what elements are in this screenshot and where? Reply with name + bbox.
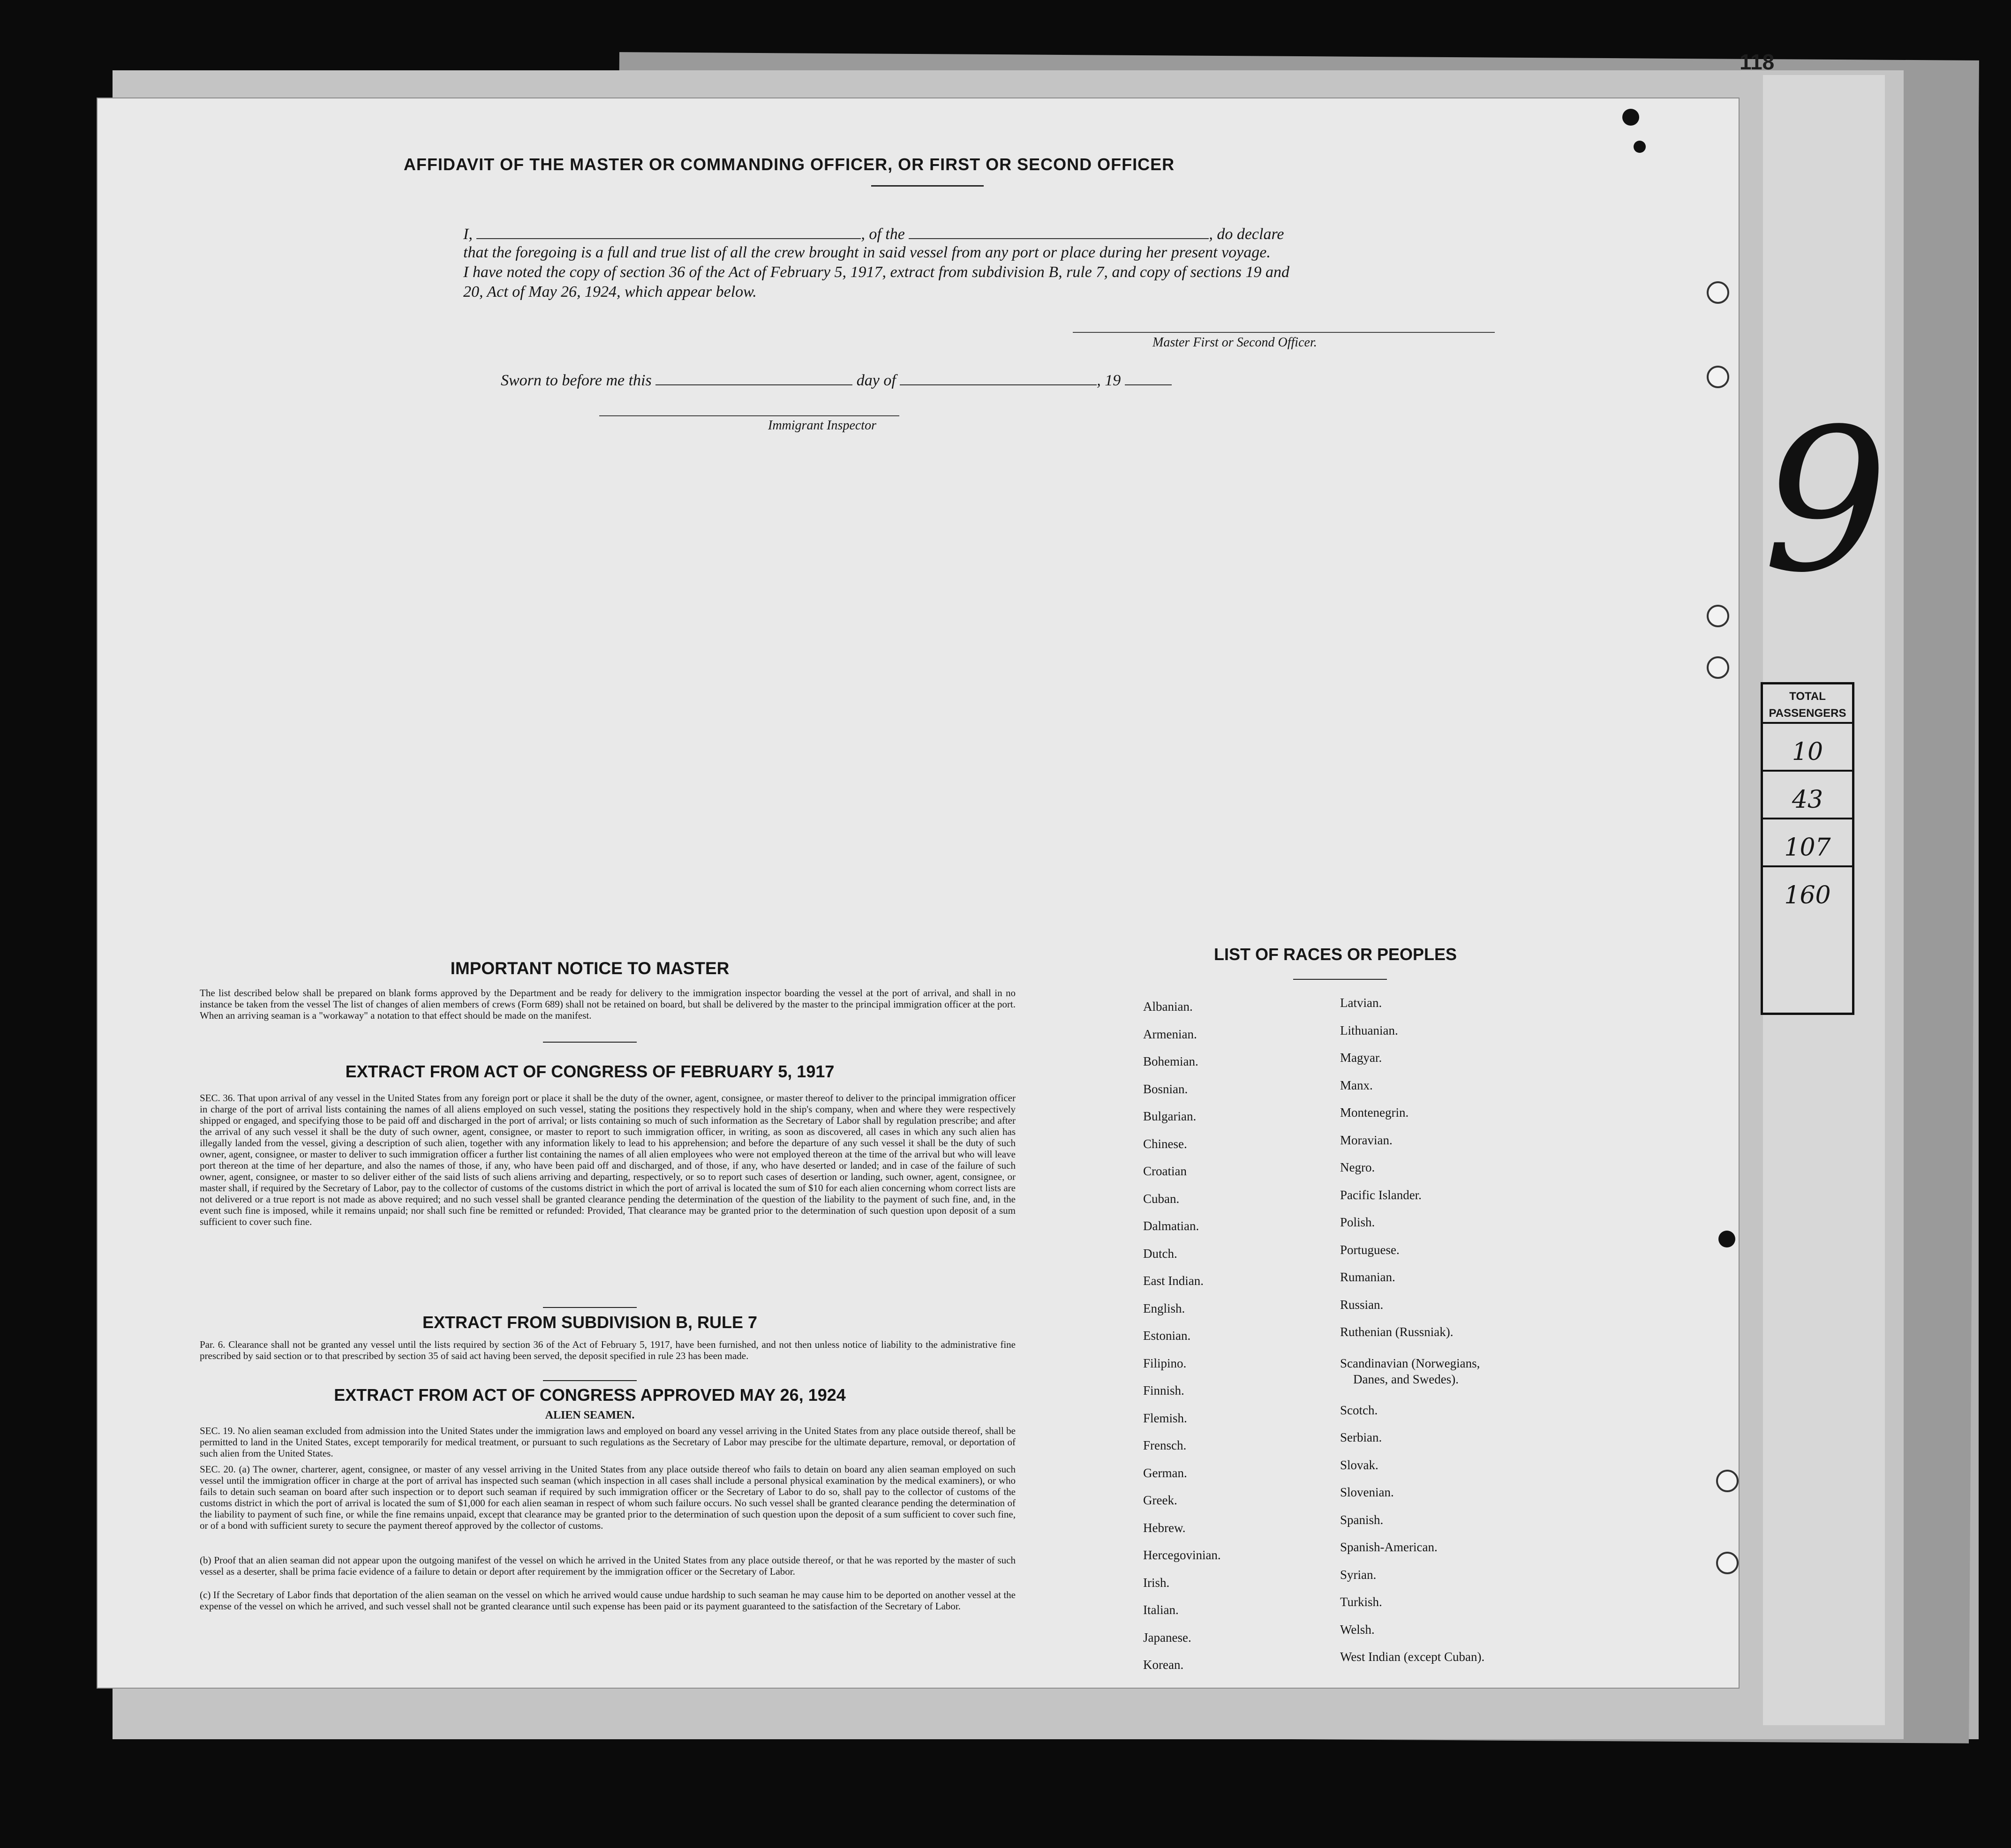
race-item: Irish. <box>1143 1575 1170 1590</box>
extract-rule7-title: EXTRACT FROM SUBDIVISION B, RULE 7 <box>422 1313 758 1332</box>
races-title: LIST OF RACES OR PEOPLES <box>1213 945 1457 964</box>
title-rule <box>871 185 984 187</box>
race-item: Manx. <box>1340 1078 1373 1092</box>
binder-hole <box>1707 366 1729 388</box>
total-value: 160 <box>1784 881 1831 909</box>
extract-1924-sec19: SEC. 19. No alien seaman excluded from admission into the United States under the immigration laws and employed on board any vessel arriving in the United States from any place outside thereof, shall be permitted to land in the United States, except temporarily for medical treatment, or pursuant to such regulations as the Secretary of Labor may prescibe for the ultimate departure, removal, or deportation of such alien from the United States. <box>200 1425 1016 1459</box>
race-item: Hercegovinian. <box>1143 1548 1221 1562</box>
race-item: Ruthenian (Russniak). <box>1340 1325 1454 1339</box>
affidavit-title: AFFIDAVIT OF THE MASTER OR COMMANDING OFFICER, OR FIRST OR SECOND OFFICER <box>403 155 1175 174</box>
race-item: Flemish. <box>1143 1411 1187 1425</box>
binder-hole <box>1707 656 1729 679</box>
race-item: Hebrew. <box>1143 1520 1186 1535</box>
race-item: English. <box>1143 1301 1185 1315</box>
extract-1924-title: EXTRACT FROM ACT OF CONGRESS APPROVED MAY 26, 1924 <box>334 1385 846 1405</box>
punch-mark <box>1634 141 1646 153</box>
extract-1924-sec20a: SEC. 20. (a) The owner, charterer, agent, consignee, or master of any vessel arriving in the United States from any place outside thereof who fails to detain on board any alien seaman employed on such vessel until the immigration officer in charge at the port of arrival has inspected such seaman (which inspection in all cases shall include a personal physical examination by the medical examiners), or who fails to detain such seaman on board after such inspection or to deport such seaman if required by such immigration officer or the Secretary of Labor to do so, shall pay to the collector of customs of the customs district in which the port of arrival is located the sum of $1,000 for each alien seaman in respect of whom such failure occurs. No such vessel shall be granted clearance pending the determination of the liability to payment of such fine, or while the fine remains unpaid, except that clearance may be granted prior to the determination of such question upon the deposit of a sum sufficient to cover such fine, or of a bond with sufficient surety to secure the payment thereof approved by the collector of customs. <box>200 1464 1016 1531</box>
extract-rule7-text: Par. 6. Clearance shall not be granted any vessel until the lists required by section 36 of the Act of February 5, 1917, have been furnished, and not then unless notice of liability to the administrative fine prescribed by said section or to that prescribed by section 35 of said act having been served, the deposit specified in rule 23 has been made. <box>200 1339 1016 1361</box>
race-item: German. <box>1143 1465 1187 1480</box>
inspector-signature-line <box>599 415 899 416</box>
affidavit-line-4: 20, Act of May 26, 1924, which appear below. <box>463 283 757 300</box>
race-item: Albanian. <box>1143 999 1193 1014</box>
race-item: Russian. <box>1340 1297 1384 1312</box>
race-item: Lithuanian. <box>1340 1023 1398 1037</box>
races-rule <box>1293 979 1387 980</box>
notice-text: The list described below shall be prepared on blank forms approved by the Department and be ready for delivery to the immigration inspector boarding the vessel at the port of arrival, and shall in no instance be taken from the vessel The list of changes of alien members of crews (Form 689) shall not be retained on board, but shall be delivered by the master to the principal immigration officer at the port. When an arriving seaman is a "workaway" a notation to that effect should be made on the manifest. <box>200 987 1016 1021</box>
total-value: 43 <box>1763 772 1852 819</box>
handwritten-sheet-number: 9 <box>1763 387 1889 616</box>
race-item: Cuban. <box>1143 1191 1180 1206</box>
race-item: Pacific Islander. <box>1340 1187 1422 1202</box>
binder-hole <box>1707 605 1729 627</box>
inspector-signature-label: Immigrant Inspector <box>768 418 876 433</box>
race-item: Chinese. <box>1143 1136 1187 1151</box>
master-signature-label: Master First or Second Officer. <box>1152 335 1317 350</box>
race-item: Japanese. <box>1143 1630 1191 1645</box>
race-item: Italian. <box>1143 1603 1179 1617</box>
race-item: Turkish. <box>1340 1595 1382 1609</box>
extract-1924-sec20c: (c) If the Secretary of Labor finds that deportation of the alien seaman on the vessel on which he arrived would cause undue hardship to such seaman he may cause him to be deported on another vessel at the expense of the vessel on which he arrived, and such vessel shall not be granted clearance until such expense has been paid or its payment guaranteed to the satisfaction of the Secretary of Labor. <box>200 1589 1016 1612</box>
race-item: Moravian. <box>1340 1133 1393 1147</box>
race-item: Bulgarian. <box>1143 1109 1197 1123</box>
page-number: 118 <box>1740 50 1775 74</box>
extract-1917-text: SEC. 36. That upon arrival of any vessel in the United States from any foreign port or place it shall be the duty of the owner, agent, consignee, or master thereof to deliver to the principal immigration officer in charge of the port of arrival lists containing the names of all aliens employed on such vessel, stating the positions they respectively hold in the ship's company, when and where they were respectively shipped or engaged, and specifying those to be paid off and discharged in the port of arrival; or lists containing so much of such information as the Secretary of Labor shall by regulation prescribe; and after the arrival of any such vessel it shall be the duty of such owner, agent, consignee, or master to report to such immigration officer, in writing, as soon as discovered, all cases in which any such alien has illegally landed from the vessel, giving a description of such alien, together with any information likely to lead to his apprehension; and before the departure of any such vessel it shall be the duty of such owner, agent, consignee, or master to deliver to such immigration officer a further list containing the names of all alien employees who were not employed thereon at the time of the arrival but who will leave port thereon at the time of her departure, and also the names of those, if any, who have been paid off and discharged, and of those, if any, who have deserted or landed; and in case of the failure of such owner, agent, consignee, or master to so deliver either of the said lists of such aliens arriving and departing, respectively, or so to report such cases of desertion or landing, such owner, agent, consignee, or master shall, if required by the Secretary of Labor, pay to the collector of customs of the customs district in which the port of arrival is located the sum of $10 for each alien concerning whom correct lists are not delivered or a true report is not made as above required; and no such vessel shall be granted clearance pending the determination of the question of the liability to the payment of such fine, and, in the event such fine is imposed, while it remains unpaid; nor shall such fine be remitted or refunded: Provided, That clearance may be granted prior to the determination of such question upon deposit of a sum sufficient to cover such fine. <box>200 1092 1016 1227</box>
total-value: 10 <box>1763 724 1852 772</box>
punch-mark <box>1718 1231 1735 1247</box>
race-item: Dutch. <box>1143 1246 1177 1261</box>
total-header: TOTAL PASSENGERS <box>1763 684 1852 724</box>
race-item: Scotch. <box>1340 1403 1378 1417</box>
race-item: Bosnian. <box>1143 1082 1188 1096</box>
race-item: Rumanian. <box>1340 1270 1395 1284</box>
race-item: Dalmatian. <box>1143 1219 1199 1233</box>
affidavit-line-1: I, , of the , do declare <box>463 224 1284 243</box>
affidavit-sheet <box>98 98 1739 1688</box>
race-item: Finnish. <box>1143 1383 1184 1397</box>
binder-hole <box>1707 281 1729 304</box>
race-item: Korean. <box>1143 1658 1184 1672</box>
master-signature-line <box>1073 332 1495 333</box>
total-value: 107 <box>1763 819 1852 867</box>
race-item: Latvian. <box>1340 996 1382 1010</box>
race-item: Greek. <box>1143 1493 1177 1507</box>
punch-mark <box>1622 109 1639 126</box>
race-item: Spanish-American. <box>1340 1540 1438 1554</box>
section-rule <box>543 1042 637 1043</box>
notice-title: IMPORTANT NOTICE TO MASTER <box>450 959 730 978</box>
race-item: Syrian. <box>1340 1567 1377 1582</box>
race-item: Filipino. <box>1143 1356 1187 1370</box>
section-rule <box>543 1380 637 1381</box>
race-item: Armenian. <box>1143 1027 1197 1041</box>
total-passengers-box <box>1761 682 1854 1015</box>
race-item: Welsh. <box>1340 1622 1375 1637</box>
race-item: Bohemian. <box>1143 1054 1198 1068</box>
race-item: Montenegrin. <box>1340 1105 1409 1119</box>
extract-1924-subtitle: ALIEN SEAMEN. <box>545 1409 635 1421</box>
race-item: Portuguese. <box>1340 1242 1400 1257</box>
race-item: Polish. <box>1340 1215 1375 1229</box>
extract-1917-title: EXTRACT FROM ACT OF CONGRESS OF FEBRUARY 5, 1917 <box>345 1062 835 1081</box>
race-item: East Indian. <box>1143 1274 1204 1288</box>
race-item: Negro. <box>1340 1160 1375 1174</box>
race-item: Spanish. <box>1340 1512 1384 1527</box>
race-item: Frensch. <box>1143 1438 1187 1452</box>
extract-1924-sec20b: (b) Proof that an alien seaman did not appear upon the outgoing manifest of the vessel on which he arrived in the United States from any place outside thereof, or that he was reported by the master of such vessel as a deserter, shall be prima facie evidence of a failure to detain or deport after requirement by the immigration officer or the Secretary of Labor. <box>200 1555 1016 1577</box>
race-item: West Indian (except Cuban). <box>1340 1650 1485 1664</box>
race-item: Croatian <box>1143 1164 1187 1178</box>
affidavit-line-2: that the foregoing is a full and true list of all the crew brought in said vessel from any port or place during her present voyage. <box>463 244 1271 261</box>
binder-hole <box>1716 1470 1739 1492</box>
sworn-line: Sworn to before me this day of , 19 <box>501 370 1172 390</box>
race-item: Scandinavian (Norwegians, <box>1340 1356 1480 1370</box>
race-item: Estonian. <box>1143 1329 1191 1343</box>
races-left-column <box>1143 993 1221 1679</box>
race-item: Serbian. <box>1340 1430 1382 1444</box>
race-item: Magyar. <box>1340 1051 1382 1065</box>
affidavit-line-3: I have noted the copy of section 36 of the Act of February 5, 1917, extract from subdivision B, rule 7, and copy of sections 19 and <box>463 263 1290 281</box>
race-item: Slovenian. <box>1340 1485 1394 1499</box>
section-rule <box>543 1307 637 1308</box>
races-right-column <box>1340 989 1484 1671</box>
binder-hole <box>1716 1552 1739 1574</box>
race-item: Danes, and Swedes). <box>1353 1372 1459 1386</box>
race-item: Slovak. <box>1340 1457 1378 1472</box>
